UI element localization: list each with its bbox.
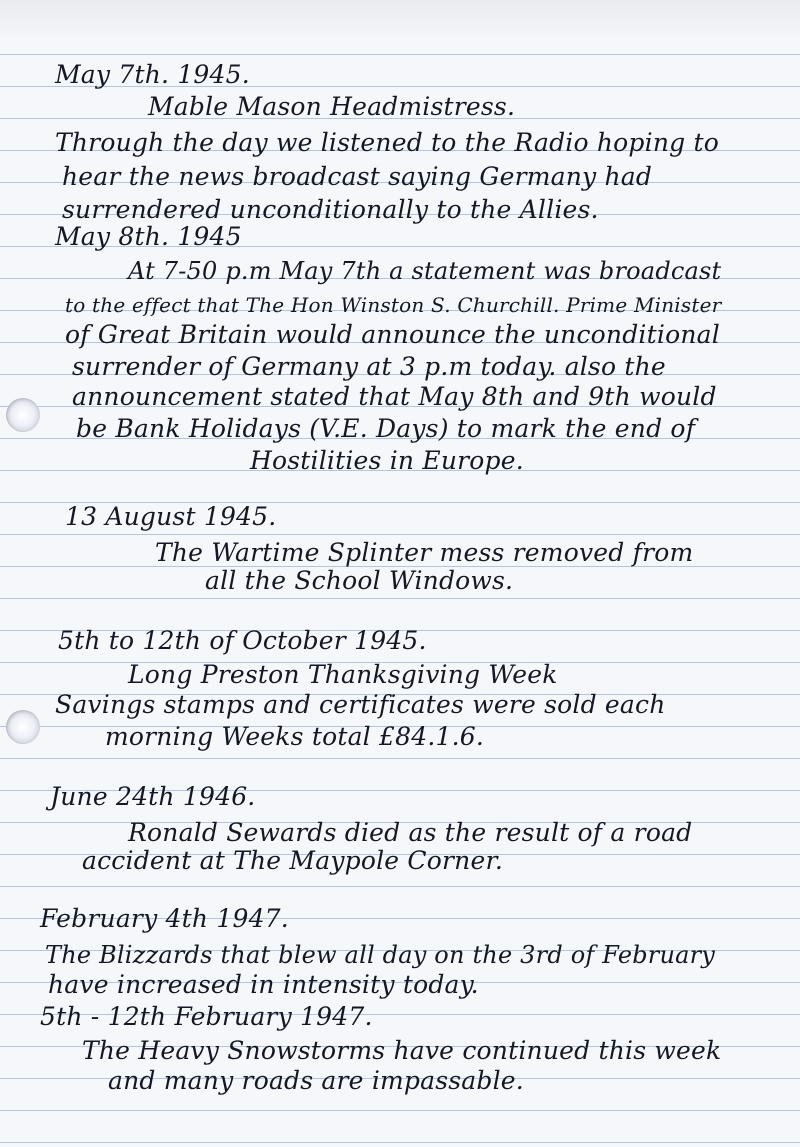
entry-line: Long Preston Thanksgiving Week — [128, 660, 558, 689]
entry-date: 5th to 12th of October 1945. — [58, 626, 427, 655]
entry-line: have increased in intensity today. — [48, 970, 479, 999]
entry-line: The Blizzards that blew all day on the 3rd of February — [45, 941, 716, 969]
entry-line: Ronald Sewards died as the result of a road — [128, 818, 693, 847]
entry-line: hear the news broadcast saying Germany had — [62, 162, 653, 191]
entry-line: Through the day we listened to the Radio hoping to — [55, 128, 719, 157]
binder-hole — [6, 710, 40, 744]
entry-date: June 24th 1946. — [50, 782, 256, 811]
entry-line: all the School Windows. — [205, 566, 514, 595]
entry-line: and many roads are impassable. — [108, 1066, 524, 1095]
entry-line: accident at The Maypole Corner. — [82, 846, 504, 875]
entry-line: morning Weeks total £84.1.6. — [105, 722, 484, 751]
entry-line: Savings stamps and certificates were sold each — [55, 690, 666, 719]
entry-line: of Great Britain would announce the unconditional — [65, 320, 720, 349]
entry-date: 13 August 1945. — [65, 502, 277, 531]
entry-line: The Wartime Splinter mess removed from — [155, 538, 694, 567]
entry-line: At 7-50 p.m May 7th a statement was broadcast — [128, 257, 722, 285]
entry-line: surrendered unconditionally to the Allies. — [62, 195, 599, 224]
entry-date: February 4th 1947. — [40, 904, 289, 933]
entry-line: be Bank Holidays (V.E. Days) to mark the end of — [76, 414, 696, 443]
entry-line: Mable Mason Headmistress. — [148, 92, 516, 121]
entry-date: May 7th. 1945. — [55, 60, 250, 89]
entry-date: May 8th. 1945 — [55, 222, 242, 251]
entry-line: Hostilities in Europe. — [250, 446, 524, 475]
entry-line: announcement stated that May 8th and 9th would — [72, 382, 717, 411]
binder-hole — [6, 398, 40, 432]
entry-line: to the effect that The Hon Winston S. Churchill. Prime Minister — [65, 293, 722, 317]
entry-line: The Heavy Snowstorms have continued this week — [82, 1036, 722, 1065]
entry-line: surrender of Germany at 3 p.m today. also the — [72, 352, 666, 381]
entry-date: 5th - 12th February 1947. — [40, 1002, 373, 1031]
